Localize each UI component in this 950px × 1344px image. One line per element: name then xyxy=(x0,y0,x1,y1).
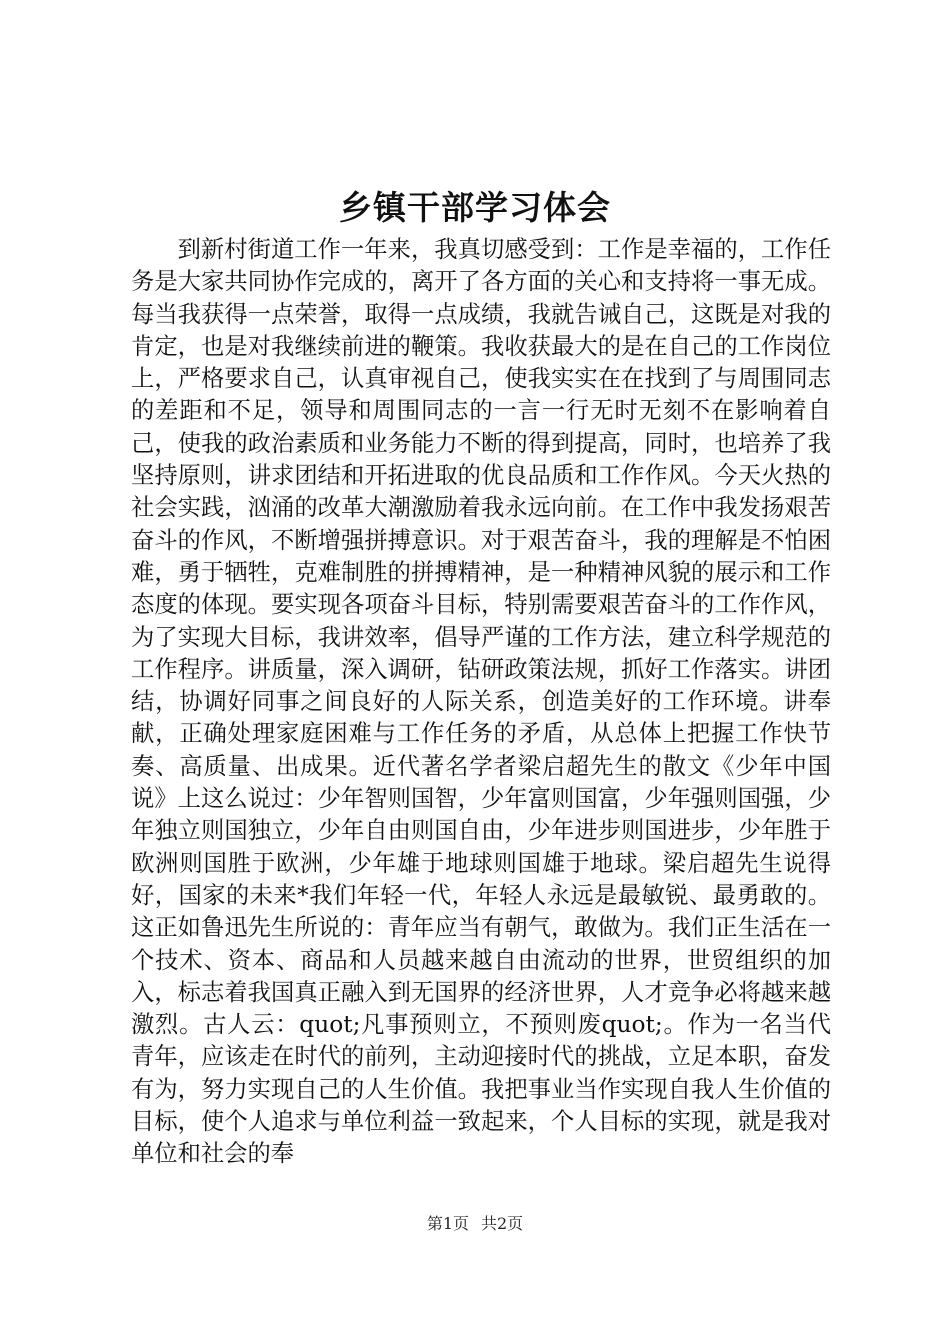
page-footer xyxy=(0,1213,950,1235)
page-number-total: 共2页 xyxy=(481,1214,524,1233)
page-number-current: 第1页 xyxy=(426,1214,469,1233)
document-title: 乡镇干部学习体会 xyxy=(339,188,611,227)
document-body-paragraph: 到新村街道工作一年来，我真切感受到：工作是幸福的，工作任务是大家共同协作完成的，离开了各方面的关心和支持将一事无成。每当我获得一点荣誉，取得一点成绩，我就告诫自己，这既是对我的肯定，也是对我继续前进的鞭策。我收获最大的是在自己的工作岗位上，严格要求自己，认真审视自己，使我实实在在找到了与周围同志的差距和不足，领导和周围同志的一言一行无时无刻不在影响着自己，使我的政治素质和业务能力不断的得到提高，同时，也培养了我坚持原则，讲求团结和开拓进取的优良品质和工作作风。今天火热的社会实践，汹涌的改革大潮激励着我永远向前。在工作中我发扬艰苦奋斗的作风，不断增强拼搏意识。对于艰苦奋斗，我的理解是不怕困难，勇于牺牲，克难制胜的拼搏精神，是一种精神风貌的展示和工作态度的体现。要实现各项奋斗目标，特别需要艰苦奋斗的工作作风，为了实现大目标，我讲效率，倡导严谨的工作方法，建立科学规范的工作程序。讲质量，深入调研，钻研政策法规，抓好工作落实。讲团结，协调好同事之间良好的人际关系，创造美好的工作环境。讲奉献，正确处理家庭困难与工作任务的矛盾，从总体上把握工作快节奏、高质量、出成果。近代著名学者梁启超先生的散文《少年中国说》上这么说过：少年智则国智，少年富则国富，少年强则国强，少年独立则国独立，少年自由则国自由，少年进步则国进步，少年胜于欧洲则国胜于欧洲，少年雄于地球则国雄于地球。梁启超先生说得好，国家的未来*我们年轻一代，年轻人永远是最敏锐、最勇敢的。这正如鲁迅先生所说的：青年应当有朝气，敢做为。我们正生活在一个技术、资本、商品和人员越来越自由流动的世界，世贸组织的加入，标志着我国真正融入到无国界的经济世界，人才竞争必将越来越激烈。古人云：quot;凡事预则立，不预则废quot;。作为一名当代青年，应该走在时代的前列，主动迎接时代的挑战，立足本职，奋发有为，努力实现自己的人生价值。我把事业当作实现自我人生价值的目标，使个人追求与单位利益一致起来，个人目标的实现，就是我对单位和社会的奉 xyxy=(131,236,831,1168)
